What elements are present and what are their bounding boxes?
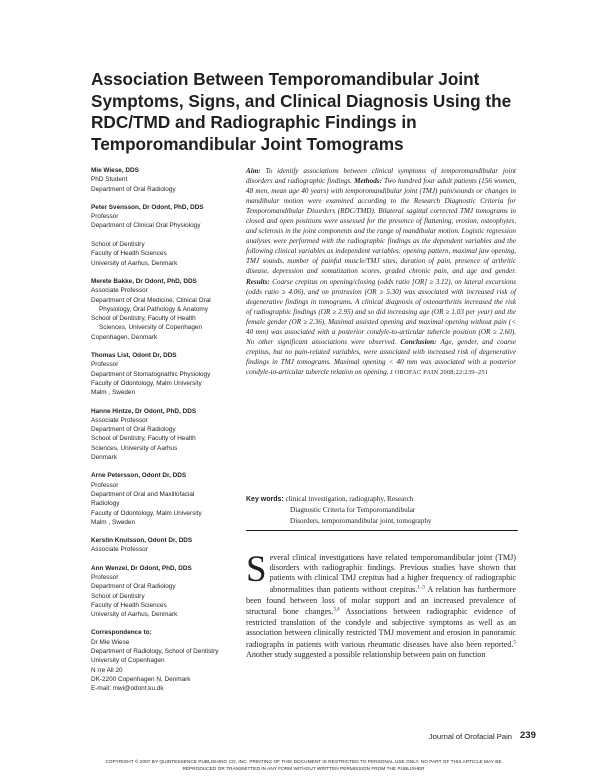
correspondence-line: DK-2200 Copenhagen N, Denmark bbox=[91, 675, 191, 683]
author-affiliation-line: Associate Professor bbox=[91, 287, 148, 295]
author-affiliation-line: Malm , Sweden bbox=[91, 518, 136, 526]
results-label: Results: bbox=[246, 277, 270, 286]
conclusion-label: Conclusion: bbox=[400, 337, 437, 346]
author-affiliation-line: PhD Student bbox=[91, 176, 128, 184]
body-text bbox=[246, 549, 516, 660]
author-affiliation-line: Department of Stomatognathic Physiology bbox=[91, 370, 211, 378]
author-name: Thomas List, Odont Dr, DDS bbox=[91, 352, 177, 360]
author-block bbox=[91, 471, 231, 527]
author-list bbox=[91, 166, 231, 619]
author-block bbox=[91, 351, 231, 397]
body-paragraph: everal clinical investigations have related temporomandibular joint (TMJ) disorders with radiographic findings. Previous studies have shown that patients with clinical TMJ crepitus had a higher frequency of radiographic abnormalities than patients without crepitus.$^{1-3}$ A relation has furthermore been found between loss of molar support and an increased prevalence of structural bone changes.$^{3,4}$ Associations between radiographic evidence of restricted translation of the condyle and subjective symptoms as well as an association between clinically restricted TMJ movement and erosion in panoramic radiographs in patients with various rheumatic diseases have also been reported.$^5$ Another study suggested a possible relationship between pain on function bbox=[246, 553, 516, 659]
author-affiliation-line: Faculty of Health Sciences bbox=[91, 601, 167, 609]
correspondence-line: Department of Radiology, School of Dentistry bbox=[91, 648, 219, 656]
author-affiliation-line: Faculty of Health Sciences bbox=[91, 250, 167, 258]
author-affiliation-line: Sciences, University of Aarhus bbox=[91, 444, 178, 452]
citation-marker: 3,4 bbox=[333, 607, 340, 613]
author-affiliation-line: University of Aarhus, Denmark bbox=[91, 611, 178, 619]
author-affiliation-line bbox=[91, 231, 231, 240]
aim-text: To identify associations between clinical symptoms of temporomandibular joint disorders and radiographic findings. bbox=[246, 167, 516, 186]
keywords bbox=[246, 494, 516, 526]
author-affiliation-line: Associate Professor bbox=[91, 546, 148, 554]
author-name: Kerstin Knutsson, Odont Dr, DDS bbox=[91, 537, 193, 545]
author-affiliation-line: Associate Professor bbox=[91, 416, 148, 424]
author-block bbox=[91, 564, 231, 620]
methods-text: Two hundred four adult patients (156 women, 48 men, mean age 40 years) with temporomandibular joint (TMJ) pain/sounds or changes in mandibular motion were examined according to the Research Diagnostic Criteria for Temporomandibular Disorders (RDC/TMD). Bilateral sagittal corrected TMJ tomograms in closed and open positions were assessed for the presence of flattening, erosion, osteophytes, and sclerosis in the joint components and the range of mandibular motion. Logistic regression analyses were performed with the radiographic findings as the dependent variables and the following clinical variables as independent variables: opening pattern, maximal jaw opening, TMJ sounds, number of painful muscle/TMJ sites, duration of pain, presence of arthritic disease, depression and somatization scores, graded chronic pain, and age and gender. bbox=[246, 177, 516, 276]
journal-citation: J OROFAC PAIN 2008;22:239–251 bbox=[390, 368, 489, 376]
correspondence-line: N rre All 20 bbox=[91, 666, 123, 674]
author-affiliation-line: School of Dentistry, Faculty of Health bbox=[91, 435, 196, 443]
author-affiliation-line: Faculty of Odontology, Malm University bbox=[91, 509, 202, 517]
author-affiliation-line: Denmark bbox=[91, 454, 117, 462]
methods-label: Methods: bbox=[354, 177, 382, 186]
abstract bbox=[246, 166, 516, 378]
author-affiliation-line: Physiology, Oral Pathology & Anatomy bbox=[99, 305, 208, 313]
conclusion-text: Age, gender, and coarse crepitus, but no pain-related variables, were associated with increased risk of degenerative findings in TMJ tomograms. Maximal opening < 40 mm was associated with a posterior condyle-to-articular tubercle relation on opening. bbox=[246, 337, 517, 376]
keywords-line: Diagnostic Criteria for Temporomandibular bbox=[290, 506, 416, 515]
drop-cap: S bbox=[246, 549, 267, 590]
author-block bbox=[91, 407, 231, 463]
section-divider bbox=[246, 530, 518, 531]
author-affiliation-line: Department of Oral Medicine, Clinical Oral bbox=[91, 296, 211, 304]
author-name: Hanne Hintze, Dr Odont, PhD, DDS bbox=[91, 407, 197, 415]
citation-marker: 1–3 bbox=[417, 585, 425, 591]
author-name: Arne Petersson, Odont Dr, DDS bbox=[91, 472, 187, 480]
keywords-label: Key words: bbox=[246, 496, 284, 503]
keywords-first-line: clinical investigation, radiography, Research bbox=[285, 495, 414, 503]
author-affiliation-line: School of Dentistry, Faculty of Health bbox=[91, 315, 196, 323]
author-affiliation-line: Department of Oral Radiology bbox=[91, 185, 176, 193]
correspondence-line: Dr Mie Wiese bbox=[91, 638, 130, 646]
keywords-line: Disorders, temporomandibular joint, tomography bbox=[290, 516, 432, 525]
aim-label: Aim: bbox=[246, 167, 261, 175]
author-name: Ann Wenzel, Dr Odont, PhD, DDS bbox=[91, 564, 192, 572]
article-title: Association Between Temporomandibular Joint Symptoms, Signs, and Clinical Diagnosis Using the RDC/TMD and Radiographic Findings in Temporomandibular Joint Tomograms bbox=[91, 69, 512, 154]
citation-marker: 5 bbox=[513, 640, 516, 646]
author-affiliation-line: Sciences, University of Copenhagen bbox=[99, 324, 203, 332]
correspondence-line: University of Copenhagen bbox=[91, 657, 165, 665]
author-affiliation-line: School of Dentistry bbox=[91, 241, 145, 249]
author-block bbox=[91, 203, 231, 268]
correspondence-lines bbox=[91, 638, 231, 694]
copyright-notice: COPYRIGHT © 2007 BY QUINTESSENCE PUBLISHING CO, INC. PRINTING OF THIS DOCUMENT IS RESTRICTED TO PERSONAL USE ONLY. NO PART OF THIS ARTICLE MAY BE REPRODUCED OR TRANSMITTED IN ANY FORM WITHOUT WRITTEN PERMISSION FROM THE PUBLISHER bbox=[105, 759, 502, 771]
author-affiliation-line: Professor bbox=[91, 481, 119, 489]
author-affiliation-line: Professor bbox=[91, 361, 119, 369]
author-affiliation-line: Faculty of Odontology, Malm University bbox=[91, 379, 202, 387]
author-affiliation-line: Department of Oral Radiology bbox=[91, 583, 176, 591]
author-block bbox=[91, 277, 231, 342]
author-name: Merete Bakke, Dr Odont, PhD, DDS bbox=[91, 277, 197, 285]
results-text: Coarse crepitus on opening/closing (odds ratio [OR] ≥ 3.12), on lateral excursions (odds ratio ≥ 4.06), and on protrusion (OR ≥ 5.30) was associated with increased risk of degenerative findings in tomograms. A clinical diagnosis of osteoarthritis increased the risk of radiographic findings (OR ≥ 2.95) and so did increasing age (OR ≥ 1.03 per year) and the female gender (OR ≥ 2.36). Maximal assisted opening and maximal opening without pain (< 40 mm) was associated with a posterior condyle-to-articular tubercle position (OR ≥ 2.60). No other significant associations were observed. bbox=[246, 277, 516, 346]
author-name: Peter Svensson, Dr Odont, PhD, DDS bbox=[91, 203, 204, 211]
author-affiliation-line: Radiology bbox=[91, 500, 120, 508]
page-number: 239 bbox=[520, 730, 536, 741]
author-affiliation-line: Department of Clinical Oral Physiology bbox=[91, 222, 201, 230]
footer-journal-name: Journal of Orofacial Pain bbox=[428, 732, 512, 741]
correspondence-line: E-mail: mwi@odont.ku.dk bbox=[91, 685, 164, 693]
author-affiliation-line: Copenhagen, Denmark bbox=[91, 333, 158, 341]
author-block bbox=[91, 166, 231, 194]
author-block bbox=[91, 536, 231, 555]
correspondence-block bbox=[91, 628, 231, 693]
author-affiliation-line: Department of Oral and Maxillofacial bbox=[91, 490, 195, 498]
author-affiliation-line: Malm , Sweden bbox=[91, 389, 136, 397]
author-sidebar bbox=[91, 166, 231, 703]
author-affiliation-line: Department of Oral Radiology bbox=[91, 426, 176, 434]
author-name: Mie Wiese, DDS bbox=[91, 167, 139, 174]
author-affiliation-line: University of Aarhus, Denmark bbox=[91, 259, 178, 267]
author-affiliation-line: Professor bbox=[91, 573, 119, 581]
author-affiliation-line: School of Dentistry bbox=[91, 592, 145, 600]
author-affiliation-line: Professor bbox=[91, 213, 119, 221]
correspondence-heading: Correspondence to: bbox=[91, 629, 152, 637]
